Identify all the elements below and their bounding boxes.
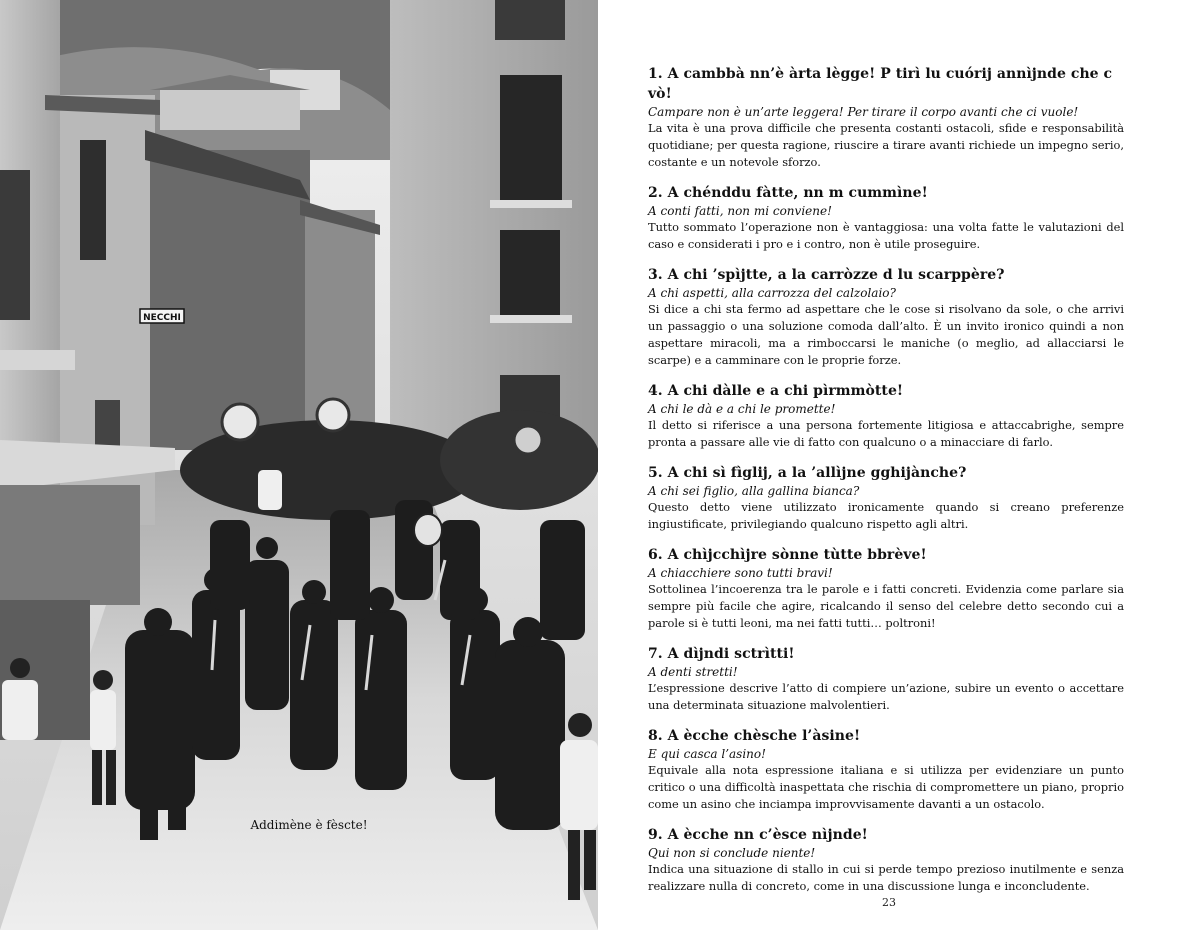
- saying-item: [648, 265, 1124, 369]
- saying-translation: A denti stretti!: [648, 665, 738, 679]
- photo-caption: Addimène è fèscte!: [250, 818, 368, 832]
- saying-explanation: La vita è una prova difficile che presenta costanti ostacoli, sfide e responsabilità quotidiane; per questa ragione, riuscire a tirare avanti richiede un impegno serio, costante e un notevole sforzo.: [648, 121, 1124, 169]
- saying-explanation: Sottolinea l’incoerenza tra le parole e i fatti concreti. Evidenzia come parlare sia sempre più facile che agire, ricalcando il senso del celebre detto secondo cui a parole si è tutti leoni, ma nei fatti tutti… poltroni!: [648, 582, 1124, 630]
- saying-translation: A conti fatti, non mi conviene!: [648, 204, 832, 218]
- sayings-list: [648, 64, 1124, 907]
- saying-item: [648, 64, 1124, 171]
- saying-translation: E qui casca l’asino!: [648, 747, 766, 761]
- saying-item: [648, 545, 1124, 632]
- saying-title: 5. A chi sì fìglij, a la ’allìjne gghijànche?: [648, 465, 967, 481]
- saying-title: 9. A ècche nn c’èsce nìjnde!: [648, 827, 868, 843]
- saying-translation: Qui non si conclude niente!: [648, 846, 816, 860]
- saying-item: [648, 381, 1124, 451]
- saying-explanation: Si dice a chi sta fermo ad aspettare che le cose si risolvano da sole, o che arrivi un passaggio o una soluzione comoda dall’alto. È un invito ironico quindi a non aspettare miracoli, ma a rimboccarsi le maniche (o meglio, ad allacciarsi le scarpe) e a camminare con le proprie forze.: [648, 302, 1124, 367]
- saying-translation: A chiacchiere sono tutti bravi!: [648, 566, 833, 580]
- saying-title: 3. A chi ’spìjtte, a la carròzze d lu scarppère?: [648, 267, 1005, 283]
- saying-translation: A chi aspetti, alla carrozza del calzolaio?: [648, 286, 896, 300]
- saying-title: 1. A cambbà nn’è àrta lègge! P tirì lu cuórij annìjnde che c vò!: [648, 66, 1113, 102]
- saying-title: 4. A chi dàlle e a chi pìrmmòtte!: [648, 383, 904, 399]
- saying-title: 7. A dìjndi sctrìtti!: [648, 646, 795, 662]
- saying-item: [648, 726, 1124, 813]
- saying-explanation: Tutto sommato l’operazione non è vantaggiosa: una volta fatte le valutazioni del caso e considerati i pro e i contro, non è utile proseguire.: [648, 220, 1124, 251]
- saying-explanation: Questo detto viene utilizzato ironicamente quando si creano preferenze ingiustificate, privilegiando qualcuno rispetto agli altri.: [648, 500, 1124, 531]
- text-page: [598, 0, 1190, 930]
- saying-title: 2. A chénddu fàtte, nn m cummìne!: [648, 185, 928, 201]
- saying-explanation: Indica una situazione di stallo in cui si perde tempo prezioso inutilmente e senza realizzare nulla di concreto, come in una discussione lunga e inconcludente.: [648, 862, 1124, 893]
- saying-explanation: Equivale alla nota espressione italiana e si utilizza per evidenziare un punto critico o una difficoltà inaspettata che rischia di compromettere un piano, proprio come un asino che inciampa improvvisamente davanti a un ostacolo.: [648, 763, 1124, 811]
- saying-explanation: Il detto si riferisce a una persona fortemente litigiosa e attaccabrighe, sempre pronta a passare alle vie di fatto con qualcuno o a minacciare di farlo.: [648, 418, 1124, 449]
- saying-title: 8. A ècche chèsche l’àsine!: [648, 728, 861, 744]
- saying-explanation: L’espressione descrive l’atto di compiere un’azione, subire un evento o accettare una determinata situazione malvolentieri.: [648, 681, 1124, 712]
- saying-title: 6. A chìjcchìjre sònne tùtte bbrève!: [648, 547, 927, 563]
- saying-translation: A chi sei figlio, alla gallina bianca?: [648, 484, 860, 498]
- saying-item: [648, 183, 1124, 253]
- saying-item: [648, 644, 1124, 714]
- saying-item: [648, 825, 1124, 895]
- saying-translation: A chi le dà e a chi le promette!: [648, 402, 836, 416]
- shop-sign-text: NECCHI: [143, 313, 181, 323]
- page-number: 23: [882, 896, 896, 909]
- saying-translation: Campare non è un’arte leggera! Per tirare il corpo avanti che ci vuole!: [648, 105, 1079, 119]
- saying-item: [648, 463, 1124, 533]
